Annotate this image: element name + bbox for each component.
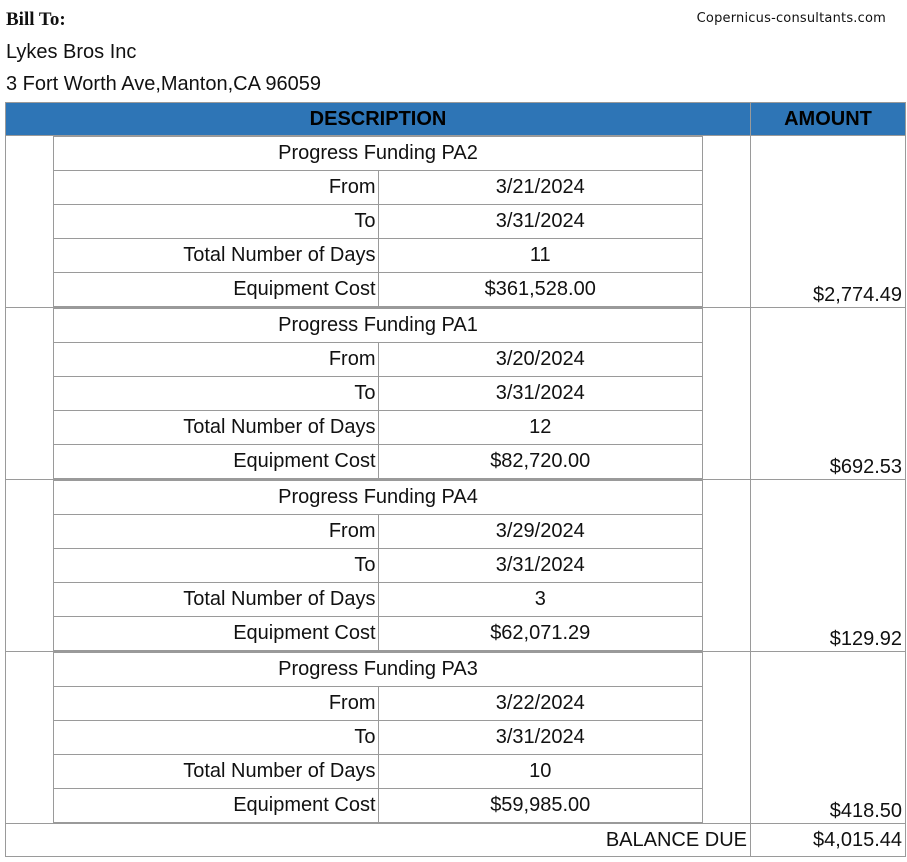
line-item-title: Progress Funding PA3 <box>54 653 703 687</box>
line-item-description <box>6 308 751 480</box>
line-item-title: Progress Funding PA4 <box>54 481 703 515</box>
days-value: 10 <box>378 755 703 789</box>
days-label: Total Number of Days <box>54 239 379 273</box>
balance-due-value: $4,015.44 <box>751 824 906 857</box>
line-item-row <box>6 480 906 652</box>
from-value: 3/20/2024 <box>378 343 703 377</box>
equipment-cost-value: $82,720.00 <box>378 445 703 479</box>
to-label: To <box>54 205 379 239</box>
from-value: 3/21/2024 <box>378 171 703 205</box>
balance-due-label: BALANCE DUE <box>6 824 751 857</box>
from-label: From <box>54 171 379 205</box>
days-value: 11 <box>378 239 703 273</box>
line-item-row <box>6 308 906 480</box>
table-header-row <box>6 103 906 136</box>
to-label: To <box>54 721 379 755</box>
from-label: From <box>54 343 379 377</box>
to-value: 3/31/2024 <box>378 549 703 583</box>
line-item-amount-cell <box>751 480 906 652</box>
days-value: 12 <box>378 411 703 445</box>
amount-header: AMOUNT <box>751 103 906 136</box>
from-value: 3/29/2024 <box>378 515 703 549</box>
line-item-details <box>53 480 703 651</box>
line-item-row <box>6 136 906 308</box>
line-item-details <box>53 308 703 479</box>
to-label: To <box>54 377 379 411</box>
days-value: 3 <box>378 583 703 617</box>
to-value: 3/31/2024 <box>378 205 703 239</box>
to-label: To <box>54 549 379 583</box>
line-item-amount: $2,774.49 <box>813 284 902 306</box>
equipment-cost-label: Equipment Cost <box>54 273 379 307</box>
line-item-amount: $129.92 <box>829 628 902 650</box>
customer-address: 3 Fort Worth Ave,Manton,CA 96059 <box>6 73 321 95</box>
days-label: Total Number of Days <box>54 411 379 445</box>
to-value: 3/31/2024 <box>378 721 703 755</box>
equipment-cost-value: $62,071.29 <box>378 617 703 651</box>
line-item-title: Progress Funding PA2 <box>54 137 703 171</box>
days-label: Total Number of Days <box>54 755 379 789</box>
equipment-cost-label: Equipment Cost <box>54 445 379 479</box>
equipment-cost-label: Equipment Cost <box>54 617 379 651</box>
line-item-description <box>6 480 751 652</box>
line-item-description <box>6 136 751 308</box>
company-website: Copernicus-consultants.com <box>696 11 886 26</box>
equipment-cost-label: Equipment Cost <box>54 789 379 823</box>
description-header: DESCRIPTION <box>6 103 751 136</box>
line-item-amount-cell <box>751 652 906 824</box>
invoice-table <box>5 102 906 857</box>
line-item-amount: $418.50 <box>829 800 902 822</box>
from-value: 3/22/2024 <box>378 687 703 721</box>
to-value: 3/31/2024 <box>378 377 703 411</box>
from-label: From <box>54 687 379 721</box>
line-item-details <box>53 652 703 823</box>
customer-name: Lykes Bros Inc <box>6 41 137 63</box>
line-item-row <box>6 652 906 824</box>
equipment-cost-value: $59,985.00 <box>378 789 703 823</box>
balance-due-row <box>6 824 906 857</box>
line-item-amount: $692.53 <box>829 456 902 478</box>
equipment-cost-value: $361,528.00 <box>378 273 703 307</box>
line-item-amount-cell <box>751 136 906 308</box>
line-item-title: Progress Funding PA1 <box>54 309 703 343</box>
days-label: Total Number of Days <box>54 583 379 617</box>
line-item-amount-cell <box>751 308 906 480</box>
bill-to-label: Bill To: <box>6 9 66 30</box>
line-item-description <box>6 652 751 824</box>
line-item-details <box>53 136 703 307</box>
from-label: From <box>54 515 379 549</box>
